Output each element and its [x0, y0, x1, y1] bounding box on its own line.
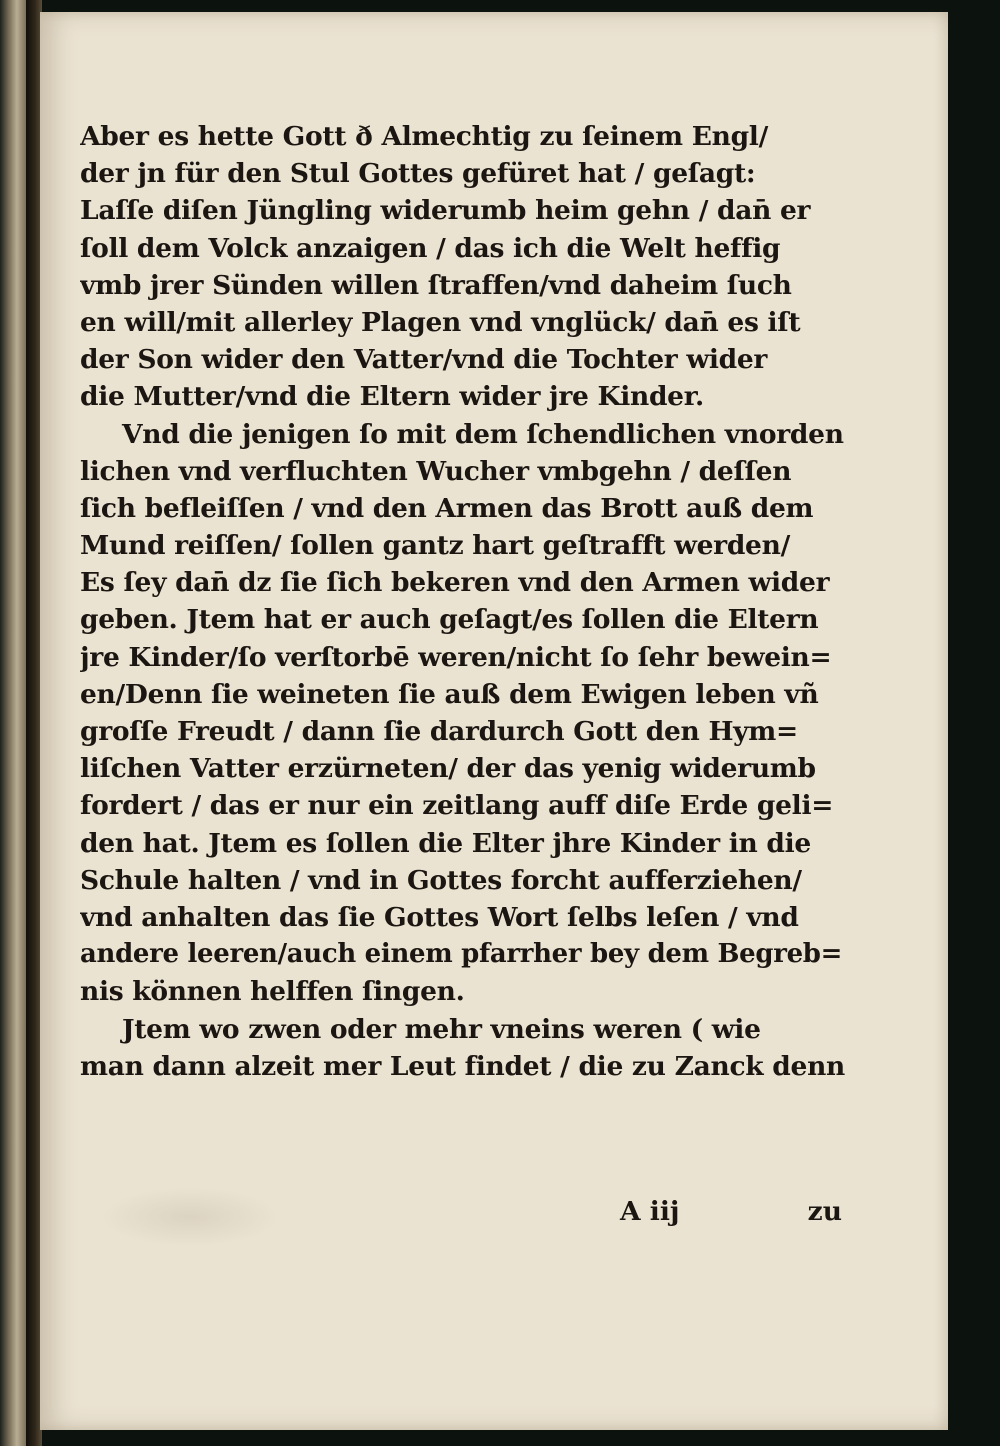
text-line: ſoll dem Volck anzaigen / das ich die Welt heffig [80, 232, 781, 264]
text-line: den hat. Jtem es ſollen die Elter jhre Kinder in die [80, 827, 811, 859]
text-line: der Son wider den Vatter/vnd die Tochter wider [80, 344, 768, 376]
text-line: liſchen Vatter erzürneten/ der das yenig widerumb [80, 753, 816, 785]
text-line: en will/mit allerley Plagen vnd vnglück/ dan̄ es iſt [80, 306, 801, 338]
text-line: Aber es hette Gott ð Almechtig zu ſeinem Engl/ [80, 121, 768, 152]
text-line: jre Kinder/ſo verſtorbē weren/nicht ſo ſehr bewein= [80, 641, 832, 673]
text-line: en/Denn ſie weineten ſie auß dem Ewigen leben vñ [80, 678, 819, 710]
text-line-paragraph-start: Jtem wo zwen oder mehr vneins weren ( wie [122, 1013, 761, 1045]
text-line: Laſſe diſen Jüngling widerumb heim gehn / dan̄ er [80, 195, 811, 227]
text-line: die Mutter/vnd die Eltern wider jre Kinder. [80, 381, 704, 413]
text-line: groſſe Freudt / dann ſie dardurch Gott den Hym= [80, 716, 798, 747]
text-line: fordert / das er nur ein zeitlang auff diſe Erde geli= [80, 790, 834, 822]
text-line: vnd anhalten das ſie Gottes Wort ſelbs leſen / vnd [80, 901, 799, 933]
text-line: nis können helffen ſingen. [80, 976, 465, 1008]
catchword: zu [807, 1196, 842, 1227]
text-line: Schule halten / vnd in Gottes forcht aufferziehen/ [80, 864, 802, 896]
text-line: andere leeren/auch einem pfarrher bey dem Begreb= [80, 939, 843, 970]
signature-mark: A iij [620, 1196, 680, 1227]
text-line: geben. Jtem hat er auch geſagt/es ſollen die Eltern [80, 604, 819, 636]
text-line: Es ſey dan̄ dz ſie ſich bekeren vnd den Armen wider [80, 567, 830, 599]
page-footer [80, 1196, 850, 1236]
text-line: ſich befleiſſen / vnd den Armen das Brott auß dem [80, 492, 814, 524]
body-text [80, 118, 850, 1085]
text-line: Mund reiſſen/ ſollen gantz hart geſtrafft werden/ [80, 530, 790, 562]
text-line: vmb jrer Sünden willen ſtraffen/vnd daheim ſuch [80, 269, 792, 301]
text-line: man dann alzeit mer Leut findet / die zu Zanck denn [80, 1050, 846, 1082]
text-line-paragraph-start: Vnd die jenigen ſo mit dem ſchendlichen vnorden [122, 418, 844, 450]
text-line: der jn für den Stul Gottes gefüret hat / geſagt: [80, 158, 756, 190]
left-page-edge [0, 0, 26, 1446]
text-line: lichen vnd verfluchten Wucher vmbgehn / deſſen [80, 455, 792, 487]
